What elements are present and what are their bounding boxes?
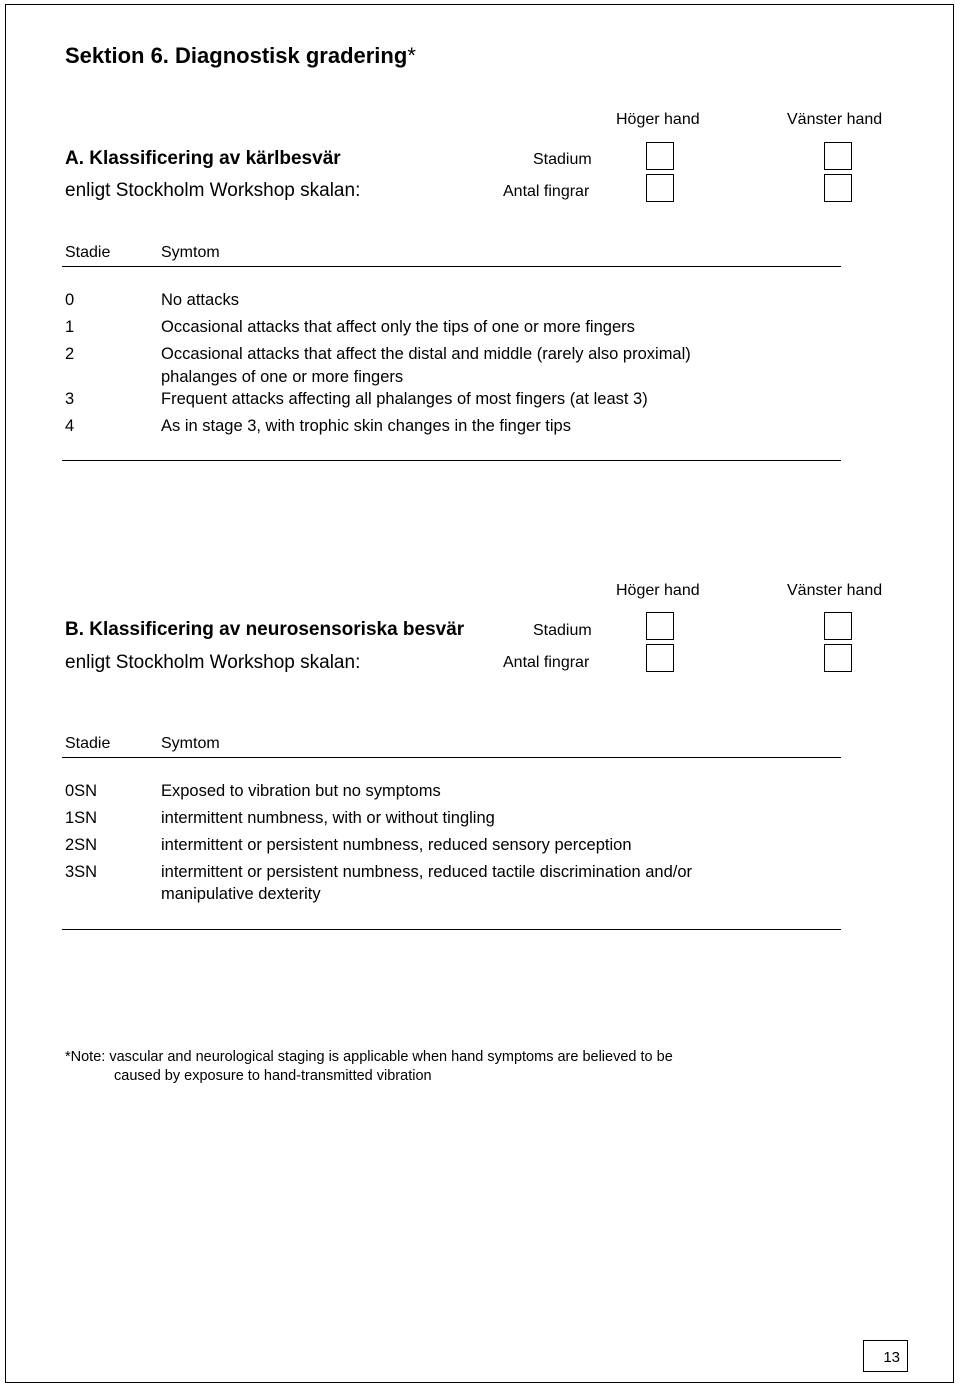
section-a-left-hand-header: Vänster hand (787, 111, 883, 128)
section-b-right-hand-header: Höger hand (616, 582, 700, 599)
table-row-symptom: Occasional attacks that affect the distal and middle (rarely also proximal) (161, 345, 691, 363)
section-b-left-fingers-checkbox[interactable] (824, 644, 852, 672)
section-a-bottom-rule (62, 460, 841, 461)
section-a-header-rule (62, 266, 841, 267)
table-row-stage: 4 (65, 417, 75, 435)
footnote-line-1: *Note: vascular and neurological staging is applicable when hand symptoms are believed to be (65, 1049, 673, 1065)
table-row-stage: 2 (65, 345, 75, 363)
table-row-stage: 0 (65, 291, 75, 309)
table-row-stage: 1 (65, 318, 75, 336)
section-b-bottom-rule (62, 929, 841, 930)
table-row-symptom: Frequent attacks affecting all phalanges of most fingers (at least 3) (161, 390, 648, 408)
section-a-left-fingers-checkbox[interactable] (824, 174, 852, 202)
table-row-symptom: No attacks (161, 291, 239, 309)
footnote-line-2: caused by exposure to hand-transmitted vibration (114, 1068, 432, 1084)
section-a-col-stage-header: Stadie (65, 244, 111, 261)
table-row-symptom: As in stage 3, with trophic skin changes in the finger tips (161, 417, 571, 435)
section-a-fingers-label: Antal fingrar (503, 183, 590, 200)
table-row-stage: 1SN (65, 809, 98, 827)
table-row-stage: 0SN (65, 782, 98, 800)
section-a-left-stadium-checkbox[interactable] (824, 142, 852, 170)
table-row-symptom: Occasional attacks that affect only the tips of one or more fingers (161, 318, 635, 336)
section-a-subheading: enligt Stockholm Workshop skalan: (65, 180, 361, 201)
table-row-stage: 3SN (65, 863, 98, 881)
page-border (5, 4, 954, 1383)
section-a-right-fingers-checkbox[interactable] (646, 174, 674, 202)
section-b-right-stadium-checkbox[interactable] (646, 612, 674, 640)
section-b-fingers-label: Antal fingrar (503, 654, 590, 671)
section-b-header-rule (62, 757, 841, 758)
page-title: Sektion 6. Diagnostisk gradering* (65, 43, 416, 68)
section-b-stadium-label: Stadium (533, 622, 592, 639)
section-a-stadium-label: Stadium (533, 151, 592, 168)
table-row-symptom: intermittent or persistent numbness, reduced tactile discrimination and/or (161, 863, 693, 881)
table-row-symptom: intermittent or persistent numbness, reduced sensory perception (161, 836, 632, 854)
table-row-symptom-continued: manipulative dexterity (161, 885, 321, 903)
section-a-right-stadium-checkbox[interactable] (646, 142, 674, 170)
section-a-heading: A. Klassificering av kärlbesvär (65, 148, 341, 169)
section-b-col-symptom-header: Symtom (161, 735, 220, 752)
section-b-left-hand-header: Vänster hand (787, 582, 883, 599)
section-b-left-stadium-checkbox[interactable] (824, 612, 852, 640)
section-b-heading: B. Klassificering av neurosensoriska besvär (65, 619, 465, 640)
section-b-col-stage-header: Stadie (65, 735, 111, 752)
table-row-stage: 2SN (65, 836, 98, 854)
table-row-symptom-continued: phalanges of one or more fingers (161, 368, 404, 386)
section-b-subheading: enligt Stockholm Workshop skalan: (65, 652, 361, 673)
table-row-symptom: intermittent numbness, with or without tingling (161, 809, 495, 827)
table-row-symptom: Exposed to vibration but no symptoms (161, 782, 441, 800)
table-row-stage: 3 (65, 390, 75, 408)
page-number: 13 (863, 1340, 908, 1372)
section-a-col-symptom-header: Symtom (161, 244, 220, 261)
section-a-right-hand-header: Höger hand (616, 111, 700, 128)
section-b-right-fingers-checkbox[interactable] (646, 644, 674, 672)
